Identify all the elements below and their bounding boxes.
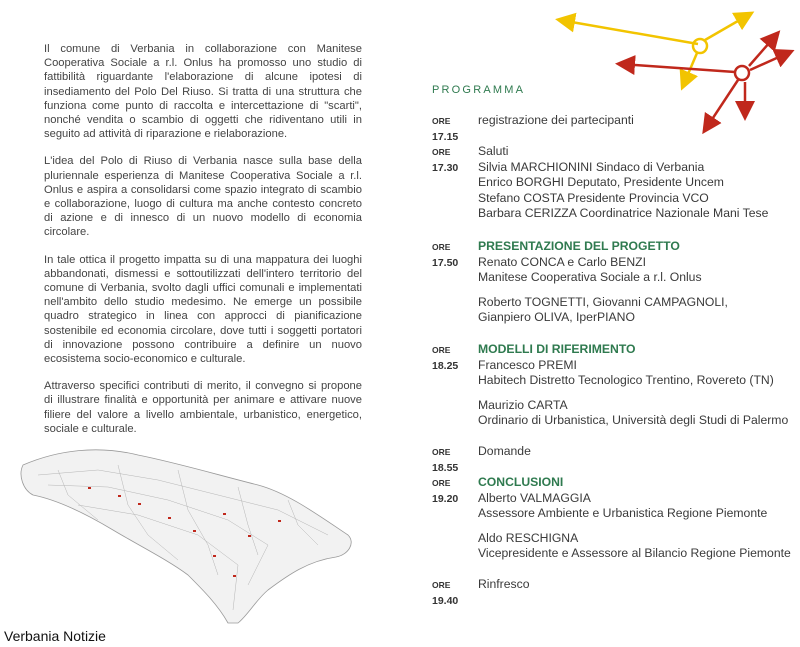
program-time: ORE 17.15: [432, 116, 459, 143]
program-time: ORE 19.20: [432, 478, 459, 505]
program-item-1715: [432, 113, 800, 145]
program-time: ORE 17.30: [432, 147, 459, 174]
program-item-title: PRESENTAZIONE DEL PROGETTO: [478, 239, 680, 253]
program-item-title: MODELLI DI RIFERIMENTO: [478, 342, 636, 356]
speaker-line: Barbara CERIZZA Coordinatrice Nazionale Mani Tese: [478, 206, 769, 220]
program-item-title: CONCLUSIONI: [478, 475, 564, 489]
program-time: ORE 18.55: [432, 447, 459, 474]
intro-text: [44, 42, 362, 449]
program-item-1920: [432, 475, 800, 562]
intro-paragraph-1: Il comune di Verbania in collaborazione con Manitese Cooperativa Sociale a r.l. Onlus ha promosso uno studio di fattibilità riguardante l'elaborazione di alcune ipotesi di insediamento del Polo Del Riuso. Si tratta di una struttura che funziona come punto di raccolta e intercettazione di "scarti", nonché vendita o scambio di oggetti che ridiventano utili in seguito ad attività di riparazione e rielaborazione.: [44, 43, 362, 141]
speaker-line: Renato CONCA e Carlo BENZI: [478, 254, 646, 269]
verbania-map-illustration: [18, 425, 363, 625]
program-item-title: Rinfresco: [478, 577, 530, 591]
speaker-line: Assessore Ambiente e Urbanistica Regione Piemonte: [478, 506, 768, 520]
program-time: ORE 19.40: [432, 580, 459, 607]
program-item-title: Saluti: [478, 144, 509, 158]
speaker-line: Enrico BORGHI Deputato, Presidente Uncem: [478, 175, 724, 189]
speaker-line: Vicepresidente e Assessore al Bilancio Regione Piemonte: [478, 546, 791, 560]
program-item-1750: [432, 239, 800, 326]
program-item-1825: [432, 342, 800, 429]
speaker-line: Manitese Cooperativa Sociale a r.l. Onlus: [478, 270, 702, 284]
speaker-line: Stefano COSTA Presidente Provincia VCO: [478, 190, 709, 205]
speaker-line: Gianpiero OLIVA, IperPIANO: [478, 310, 635, 324]
speaker-line: Ordinario di Urbanistica, Università degli Studi di Palermo: [478, 413, 789, 427]
program-time: ORE 18.25: [432, 345, 459, 372]
program-item-1730: [432, 144, 800, 222]
speaker-line: Alberto VALMAGGIA: [478, 490, 591, 505]
program-item-title: Domande: [478, 444, 531, 458]
program-item-1855: [432, 444, 800, 476]
programma-title: PROGRAMMA: [432, 84, 526, 96]
speaker-line: Silvia MARCHIONINI Sindaco di Verbania: [478, 159, 705, 174]
program-time: ORE 17.50: [432, 242, 459, 269]
speaker-line: Aldo RESCHIGNA: [478, 530, 579, 545]
speaker-line: Francesco PREMI: [478, 357, 577, 372]
intro-paragraph-3: In tale ottica il progetto impatta su di una mappatura dei luoghi abbandonati, dismessi e sottoutilizzati dell'intero territorio del comune di Verbania, svolto dagli uffici comunali e implementati nell'ambito dello studio medesimo. Ne emerge un possibile quadro strategico in linea con approcci di pianificazione sostenibile ed economia circolare, dove tutti i soggetti portatori di innovazione possono contribuire a definire un nuovo ecosistema socio-economico e culturale.: [44, 253, 362, 366]
program-item-1940: [432, 577, 800, 609]
intro-paragraph-4: Attraverso specifici contributi di merito, il convegno si propone di illustrare finalità e opportunità per animare e attivare nuove filiere del valore a livello ambientale, urbanistico, energetico, sociale e culturale.: [44, 380, 362, 435]
source-caption: Verbania Notizie: [4, 628, 106, 644]
program-item-title: registrazione dei partecipanti: [478, 113, 634, 127]
speaker-line: Roberto TOGNETTI, Giovanni CAMPAGNOLI,: [478, 294, 728, 309]
speaker-line: Maurizio CARTA: [478, 397, 568, 412]
speaker-line: Habitech Distretto Tecnologico Trentino, Rovereto (TN): [478, 373, 774, 387]
intro-paragraph-2: L'idea del Polo di Riuso di Verbania nasce sulla base della pluriennale esperienza di Manitese Cooperativa Sociale a r.l. Onlus e aspira a consolidarsi come spazio integrato di scambio e collaborazione, luogo di cultura ma anche contesto concreto di azione e di innesco di un nuovo modello di economia circolare.: [44, 155, 362, 239]
